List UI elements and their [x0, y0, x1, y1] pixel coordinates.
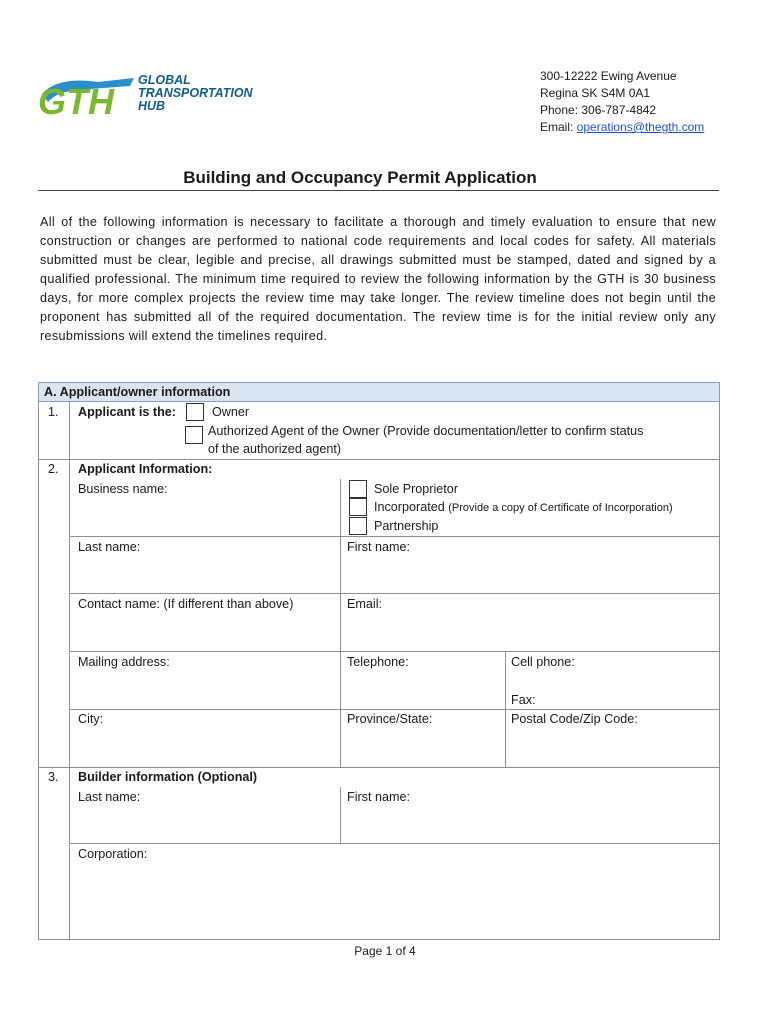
row-divider: [69, 593, 720, 594]
mailing-address-field[interactable]: Mailing address:: [78, 655, 170, 669]
title-divider: [38, 190, 719, 191]
email-label: Email:: [540, 120, 577, 134]
incorporated-label: [374, 498, 673, 517]
agent-option-label: Authorized Agent of the Owner (Provide documentation/letter to confirm status: [208, 424, 644, 438]
builder-last-name-field[interactable]: Last name:: [78, 790, 141, 804]
applicant-is-label: Applicant is the:: [78, 405, 176, 419]
phone-text: Phone: 306-787-4842: [540, 103, 657, 117]
applicant-information-label: Applicant Information:: [78, 462, 213, 476]
page-title: Building and Occupancy Permit Application: [183, 168, 537, 187]
business-name-field[interactable]: Business name:: [78, 482, 168, 496]
incorporated-note: (Provide a copy of Certificate of Incorporation): [448, 502, 673, 514]
incorporated-checkbox[interactable]: [349, 498, 367, 516]
logo-line-2: TRANSPORTATION: [138, 86, 253, 100]
page-number: Page 1 of 4: [354, 944, 416, 958]
telephone-field[interactable]: Telephone:: [347, 655, 409, 669]
row-divider: [69, 843, 720, 844]
form-border-right: [719, 402, 720, 940]
owner-option-label: Owner: [212, 405, 250, 419]
fax-field[interactable]: Fax:: [511, 693, 536, 707]
column-divider: [340, 787, 341, 844]
column-divider: [340, 479, 341, 768]
email-field[interactable]: Email:: [347, 597, 382, 611]
form-border-bottom: [38, 939, 720, 940]
item-1-number: 1.: [48, 405, 59, 419]
agent-checkbox[interactable]: [185, 426, 203, 444]
builder-first-name-field[interactable]: First name:: [347, 790, 410, 804]
intro-paragraph: All of the following information is necessary to facilitate a thorough and timely evaluation to ensure that new construction or changes are performed to national code requirements and local codes for safety. All materials submitted must be clear, legible and precise, all drawings submitted must be stamped, dated and signed by a qualified professional. The minimum time required to review the following information by the GTH is 30 business days, for more complex projects the review time may take longer. The review timeline does not begin until the proponent has submitted all of the required documentation. The review time is for the initial review only any resubmissions will extend the timelines required.: [40, 215, 716, 343]
email-link[interactable]: operations@thegth.com: [576, 120, 705, 134]
row-divider: [69, 651, 720, 652]
postal-code-field[interactable]: Postal Code/Zip Code:: [511, 712, 638, 726]
applicant-form: [38, 382, 720, 940]
logo-line-3: HUB: [138, 99, 166, 113]
city-field[interactable]: City:: [78, 712, 104, 726]
builder-information-label: Builder information (Optional): [78, 770, 258, 784]
sole-proprietor-checkbox[interactable]: [349, 480, 367, 498]
contact-name-field[interactable]: Contact name: (If different than above): [78, 597, 294, 611]
address-line-2: Regina SK S4M 0A1: [540, 86, 651, 100]
incorporated-text: Incorporated: [374, 500, 445, 514]
last-name-field[interactable]: Last name:: [78, 540, 141, 554]
logo-wordmark: [138, 74, 253, 113]
first-name-field[interactable]: First name:: [347, 540, 410, 554]
partnership-label: Partnership: [374, 519, 439, 533]
owner-checkbox[interactable]: [186, 403, 204, 421]
province-field[interactable]: Province/State:: [347, 712, 433, 726]
address-block: [540, 68, 704, 136]
row-divider: [69, 536, 720, 537]
column-divider: [505, 651, 506, 768]
logo-letters: GTH: [38, 81, 114, 122]
corporation-field[interactable]: Corporation:: [78, 847, 148, 861]
form-border-left: [38, 402, 39, 940]
item-2-number: 2.: [48, 462, 59, 476]
partnership-checkbox[interactable]: [349, 517, 367, 535]
sole-proprietor-label: Sole Proprietor: [374, 482, 458, 496]
email-line: [540, 119, 704, 136]
address-line-1: 300-12222 Ewing Avenue: [540, 69, 677, 83]
logo-line-1: GLOBAL: [138, 73, 191, 87]
number-column-divider: [69, 402, 70, 940]
section-a-heading: A. Applicant/owner information: [44, 385, 231, 399]
cell-phone-field[interactable]: Cell phone:: [511, 655, 575, 669]
item-3-number: 3.: [48, 770, 59, 784]
agent-option-label-cont: of the authorized agent): [208, 442, 342, 456]
